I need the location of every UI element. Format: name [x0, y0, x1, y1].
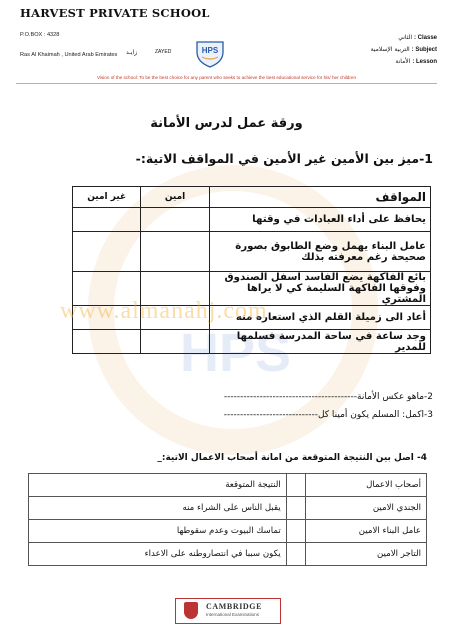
table-header-row [29, 474, 427, 497]
situation-cell: أعاد الى زميلة القلم الذي استعاره منه [209, 306, 430, 330]
result-cell: يكون سببا في انتصاروطنه على الاعداء [29, 543, 287, 566]
classe-value: الثاني [398, 34, 413, 41]
watermark-website: www.almanahj.com [60, 298, 268, 324]
po-box: P.O.BOX : 4328 [20, 32, 60, 38]
header-honest: امين [141, 187, 209, 208]
table-row [73, 232, 431, 272]
header-gap [286, 474, 305, 497]
subject-label: Subject : [411, 47, 437, 53]
question-2: 2-ماهو عكس الأمانة----------------------------------------- [223, 392, 433, 402]
header-situations: المواقف [209, 187, 430, 208]
lesson-line [327, 58, 437, 65]
lesson-value: الأمانة [395, 58, 411, 65]
school-logo-icon [193, 38, 227, 68]
worker-cell: التاجر الامين [306, 543, 427, 566]
result-cell: يقبل الناس على الشراء منه [29, 497, 287, 520]
worker-cell: الجندي الامين [306, 497, 427, 520]
worksheet-title: ورقة عمل لدرس الأمانة [150, 116, 303, 131]
watermark-hps: HPS [180, 323, 292, 383]
situation-cell: وجد ساعة في ساحة المدرسة فسلمها للمدير [209, 330, 430, 354]
matching-space[interactable] [286, 497, 305, 520]
table-header-row [73, 187, 431, 208]
situation-cell: عامل البناء يهمل وضع الطابوق بصورة صحيحة رغم معرفته بذلك [209, 232, 430, 272]
honesty-situations-table [72, 186, 431, 354]
header-not-honest: غير امين [73, 187, 141, 208]
classe-label: Classe : [413, 35, 437, 41]
classe-line [327, 34, 437, 41]
table-row [29, 497, 427, 520]
zayed-logo: ZAYED [155, 49, 172, 55]
result-cell: تماسك البيوت وعدم سقوطها [29, 520, 287, 543]
cambridge-shield-icon [184, 602, 198, 619]
matching-space[interactable] [286, 543, 305, 566]
not-honest-answer-cell[interactable] [73, 208, 141, 232]
matching-space[interactable] [286, 520, 305, 543]
not-honest-answer-cell[interactable] [73, 330, 141, 354]
cambridge-name: CAMBRIDGE [206, 602, 263, 611]
zayed-logo-arabic: زايـد [126, 49, 138, 56]
school-vision: Vision of the school: To be the best choice for any parent who seeks to achieve the best educational service for his/ her children [96, 75, 357, 80]
subject-line [327, 46, 437, 53]
situation-cell: يحافظ على أداء العبادات في وقتها [209, 208, 430, 232]
table-row [73, 208, 431, 232]
worker-cell: عامل البناء الامين [306, 520, 427, 543]
header-workers: أصحاب الاعمال [306, 474, 427, 497]
table-row [73, 330, 431, 354]
header-expected-result: النتيجة المتوقعة [29, 474, 287, 497]
honest-answer-cell[interactable] [141, 330, 209, 354]
situation-cell: بائع الفاكهة يضع الفاسد اسفل الصندوق وفوقها الفاكهة السليمة كي لا يراها المشتري [209, 272, 430, 306]
question-3: 3-اكمل: المسلم يكون أمينا كل----------------------------- [223, 410, 433, 420]
school-address: Ras Al Khaimah , United Arab Emirates [20, 52, 118, 58]
honest-answer-cell[interactable] [141, 208, 209, 232]
lesson-label: Lesson : [412, 59, 437, 65]
header-divider [16, 83, 437, 84]
matching-table [28, 473, 427, 566]
subject-value: التربية الإسلامية [370, 46, 410, 53]
logo-text: HPS [201, 46, 219, 55]
cambridge-subtitle: International Examinations [206, 612, 260, 617]
table-row [29, 520, 427, 543]
not-honest-answer-cell[interactable] [73, 232, 141, 272]
table-row [29, 543, 427, 566]
question-4: 4- اصل بين النتيجة المتوقعة من امانة أصحاب الاعمال الاتية:_ [157, 453, 427, 463]
question-1: 1-ميز بين الأمين غير الأمين في المواقف الاتية:- [135, 151, 433, 166]
cambridge-logo [175, 598, 281, 624]
school-name: HARVEST PRIVATE SCHOOL [20, 6, 210, 20]
honest-answer-cell[interactable] [141, 232, 209, 272]
